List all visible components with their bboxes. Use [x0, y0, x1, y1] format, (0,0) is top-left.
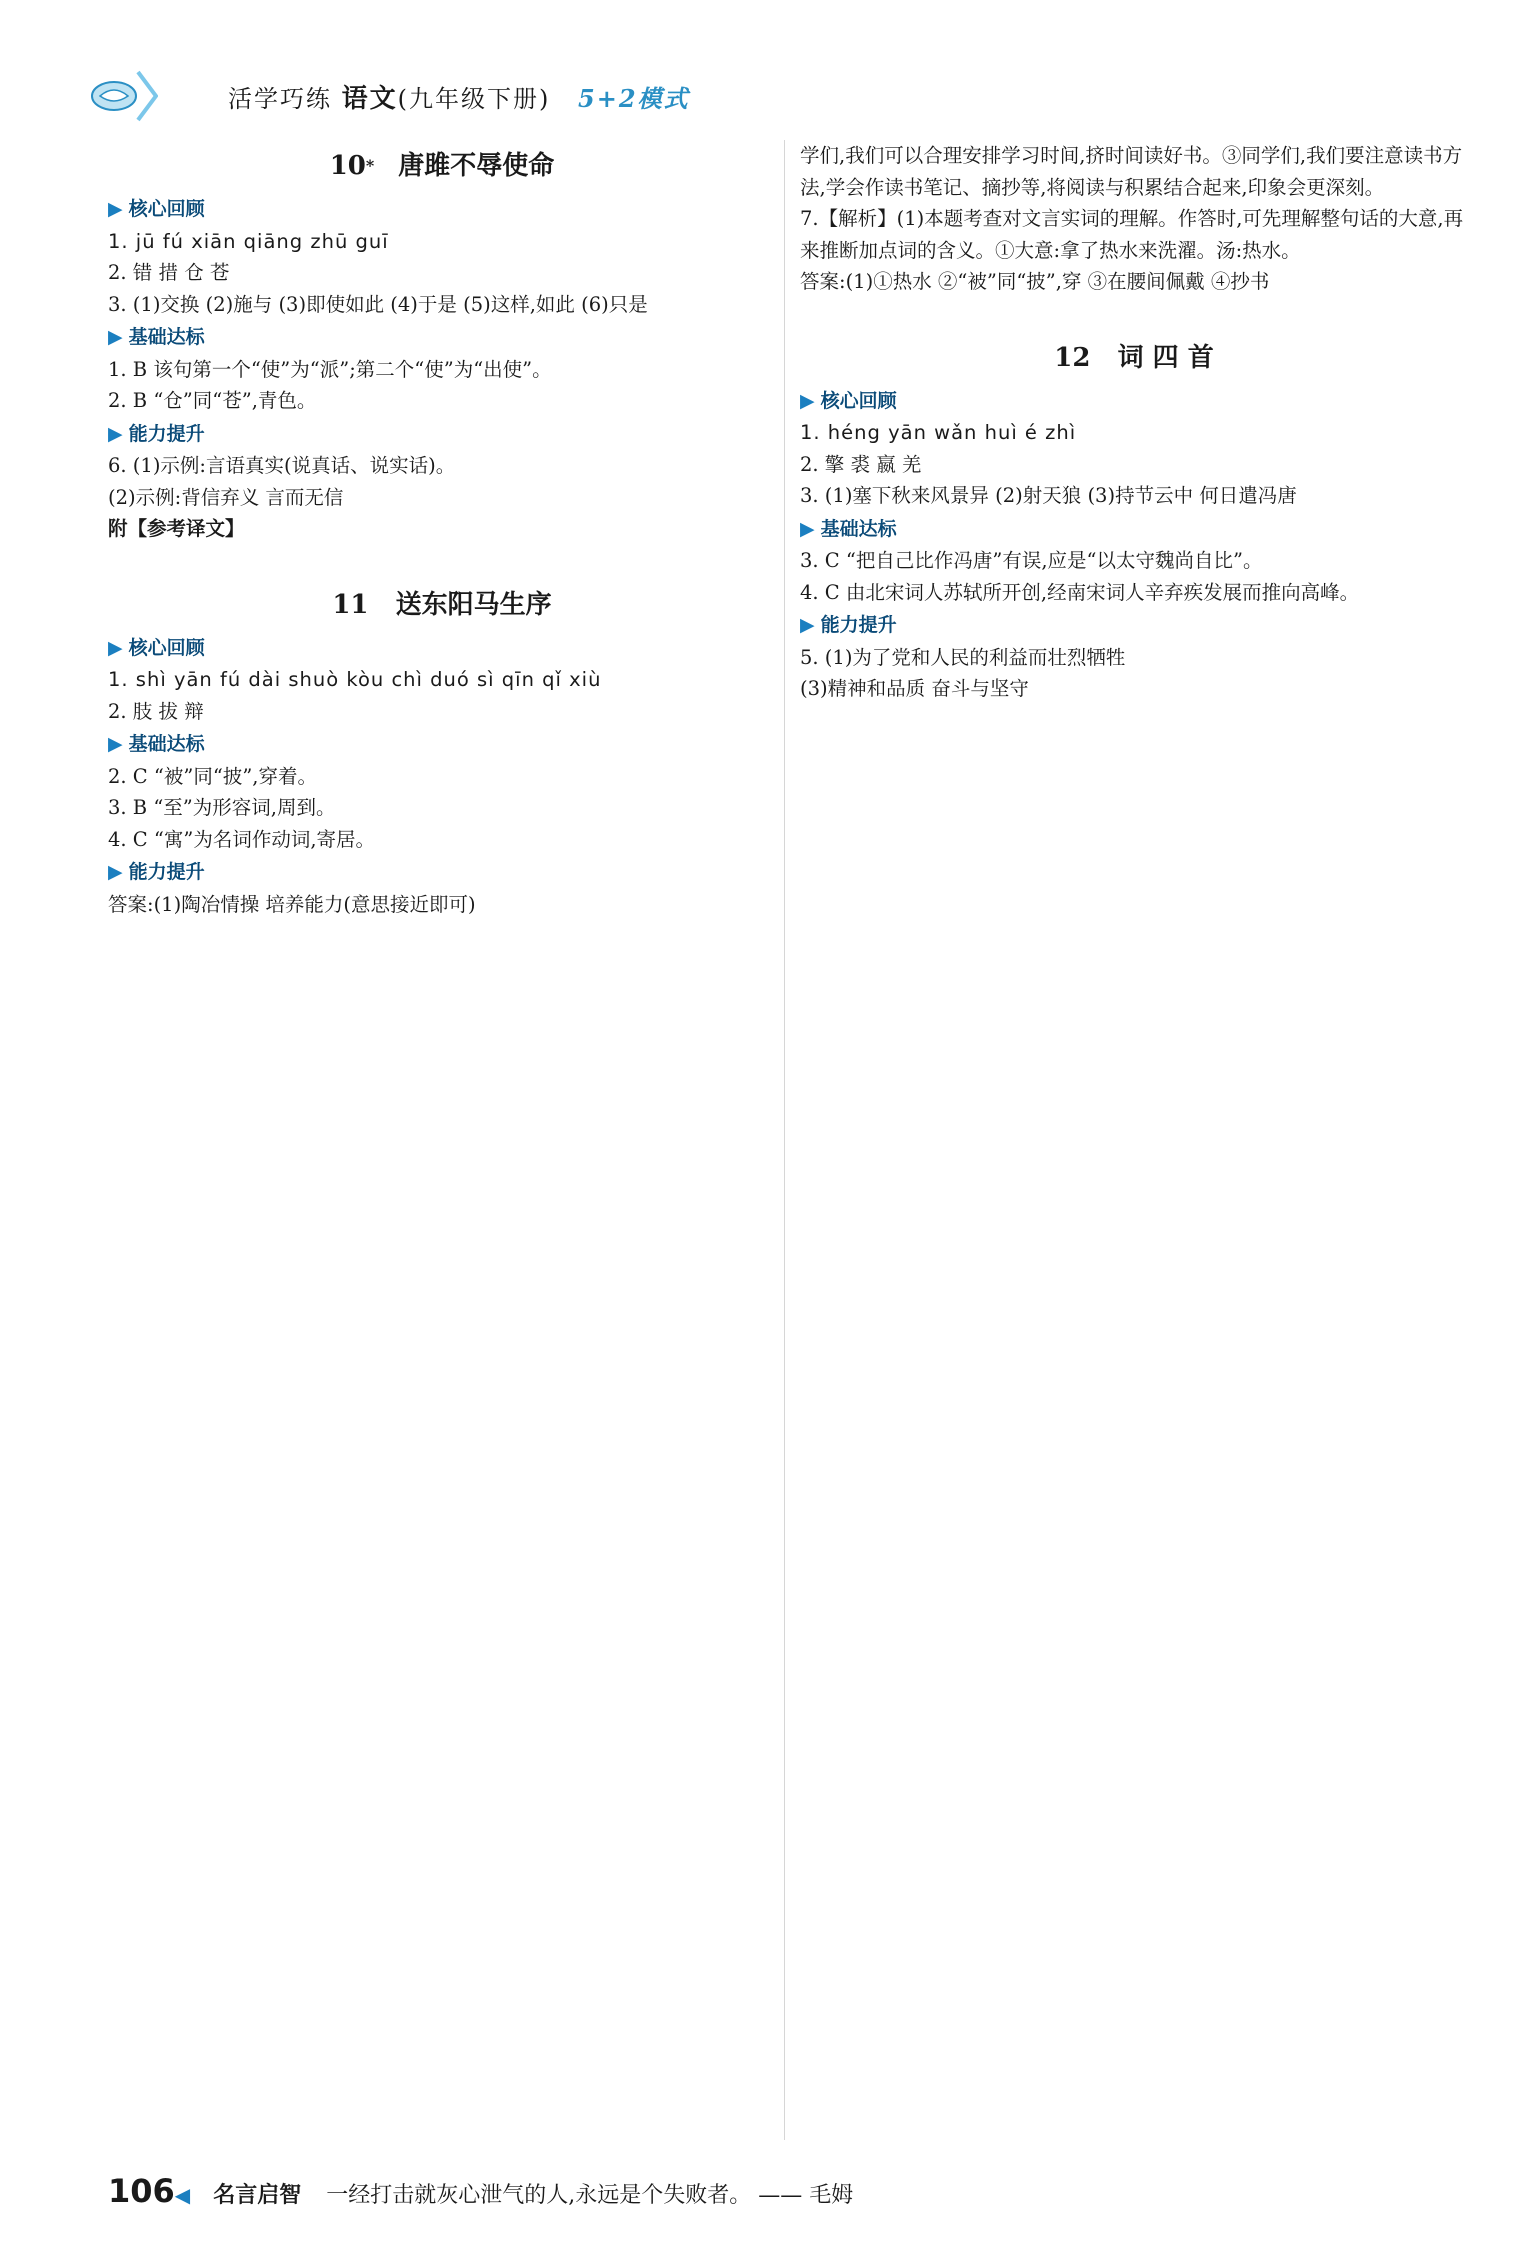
answer-line: 4. C “寓”为名词作动词,寄居。: [108, 827, 376, 851]
answer-line: 答案:(1)①热水 ②“被”同“披”,穿 ③在腰间佩戴 ④抄书: [800, 270, 1270, 293]
lesson-title: 词 四 首: [1117, 342, 1214, 373]
right-column: [800, 140, 1468, 705]
triangle-icon: ▶: [108, 326, 123, 348]
answer-line: 1. jū fú xiān qiāng zhū guī: [108, 229, 389, 253]
lesson-title: 送东阳马生序: [395, 589, 552, 620]
triangle-icon: ▶: [108, 733, 123, 755]
lesson-number: 11: [332, 589, 369, 620]
answer-line: 1. shì yān fú dài shuò kòu chì duó sì qīn qǐ xiù: [108, 668, 602, 691]
section-ability: [108, 857, 776, 889]
asterisk-mark: *: [365, 156, 375, 175]
footer-label: 名言启智: [213, 2182, 302, 2208]
triangle-icon: ▶: [800, 389, 815, 412]
answer-line: 7.【解析】(1)本题考查对文言实词的理解。作答时,可先理解整句话的大意,再来推断加点词的含义。①大意:拿了热水来洗濯。汤:热水。: [800, 207, 1464, 262]
answer-line: (3)精神和品质 奋斗与坚守: [800, 677, 1029, 700]
section-label: 能力提升: [128, 861, 205, 883]
answer-line: 2. C “被”同“披”,穿着。: [108, 764, 317, 788]
page-number: 106: [108, 2172, 175, 2210]
column-divider: [784, 140, 785, 2140]
answer-line: 3. (1)塞下秋来风景异 (2)射天狼 (3)持节云中 何日遣冯唐: [800, 484, 1297, 507]
answer-line: 3. C “把自己比作冯唐”有误,应是“以太守魏尚自比”。: [800, 549, 1263, 572]
reference-translation-label: 附【参考译文】: [108, 517, 245, 540]
answer-line: 1. héng yān wǎn huì é zhì: [800, 421, 1077, 444]
section-basics: [800, 514, 1468, 546]
triangle-icon: ▶: [108, 422, 123, 445]
answer-line: 2. 肢 拔 辩: [108, 699, 204, 723]
answer-line: 学们,我们可以合理安排学习时间,挤时间读好书。③同学们,我们要注意读书方法,学会作读书笔记、摘抄等,将阅读与积累结合起来,印象会更深刻。: [800, 144, 1463, 199]
section-ability: [800, 610, 1468, 642]
answer-line: 6. (1)示例:言语真实(说真话、说实话)。: [108, 454, 456, 477]
section-label: 基础达标: [128, 326, 205, 348]
section-label: 基础达标: [128, 733, 205, 755]
triangle-icon: ▶: [800, 614, 815, 636]
section-core-review: [800, 386, 1468, 418]
answer-line: 4. C 由北宋词人苏轼所开创,经南宋词人辛弃疾发展而推向高峰。: [800, 580, 1360, 604]
section-label: 能力提升: [128, 422, 205, 445]
answer-line: 3. B “至”为形容词,周到。: [108, 796, 336, 819]
section-label: 基础达标: [820, 517, 897, 540]
lesson-title: 唐雎不辱使命: [398, 151, 555, 181]
answer-line: 2. B “仓”同“苍”,青色。: [108, 389, 317, 412]
grade-label: (九年级下册): [397, 85, 551, 113]
section-label: 核心回顾: [128, 198, 205, 220]
page-footer: [108, 2172, 1488, 2212]
answer-line: 3. (1)交换 (2)施与 (3)即使如此 (4)于是 (5)这样,如此 (6)只是: [108, 292, 648, 316]
triangle-icon: ▶: [108, 861, 123, 883]
section-label: 能力提升: [820, 614, 897, 636]
answer-line: 答案:(1)陶冶情操 培养能力(意思接近即可): [108, 892, 476, 916]
answer-line: 5. (1)为了党和人民的利益而壮烈牺牲: [800, 645, 1126, 669]
section-basics: [108, 729, 776, 761]
footer-author: —— 毛姆: [758, 2183, 854, 2208]
lesson-12-heading: [800, 338, 1468, 378]
section-label: 核心回顾: [820, 389, 897, 412]
subject-name: 语文: [341, 84, 398, 114]
triangle-icon: ▶: [800, 517, 815, 540]
answer-line: 2. 错 措 仓 苍: [108, 261, 230, 284]
answer-line: 1. B 该句第一个“使”为“派”;第二个“使”为“出使”。: [108, 357, 552, 381]
left-column: [108, 140, 776, 920]
section-core-review: [108, 194, 776, 226]
section-core-review: [108, 633, 776, 665]
answer-line: 2. 擎 裘 嬴 羌: [800, 452, 922, 476]
lesson-number: 12: [1054, 342, 1091, 373]
book-logo-icon: [88, 66, 158, 126]
lesson-number: 10: [329, 151, 366, 181]
triangle-icon: ▶: [108, 198, 123, 220]
book-title: [228, 78, 690, 115]
left-arrow-icon: ◀: [174, 2183, 191, 2207]
section-basics: [108, 322, 776, 354]
triangle-icon: ▶: [108, 636, 123, 659]
page-header: [88, 66, 1488, 126]
footer-quote: 一经打击就灰心泄气的人,永远是个失败者。: [326, 2183, 752, 2208]
section-ability: [108, 419, 776, 451]
section-label: 核心回顾: [128, 636, 205, 659]
mode-label: 5+2模式: [578, 84, 690, 113]
series-name: 活学巧练: [228, 85, 332, 113]
lesson-10-heading: [108, 146, 776, 186]
answer-line: (2)示例:背信弃义 言而无信: [108, 485, 344, 509]
lesson-11-heading: [108, 585, 776, 625]
